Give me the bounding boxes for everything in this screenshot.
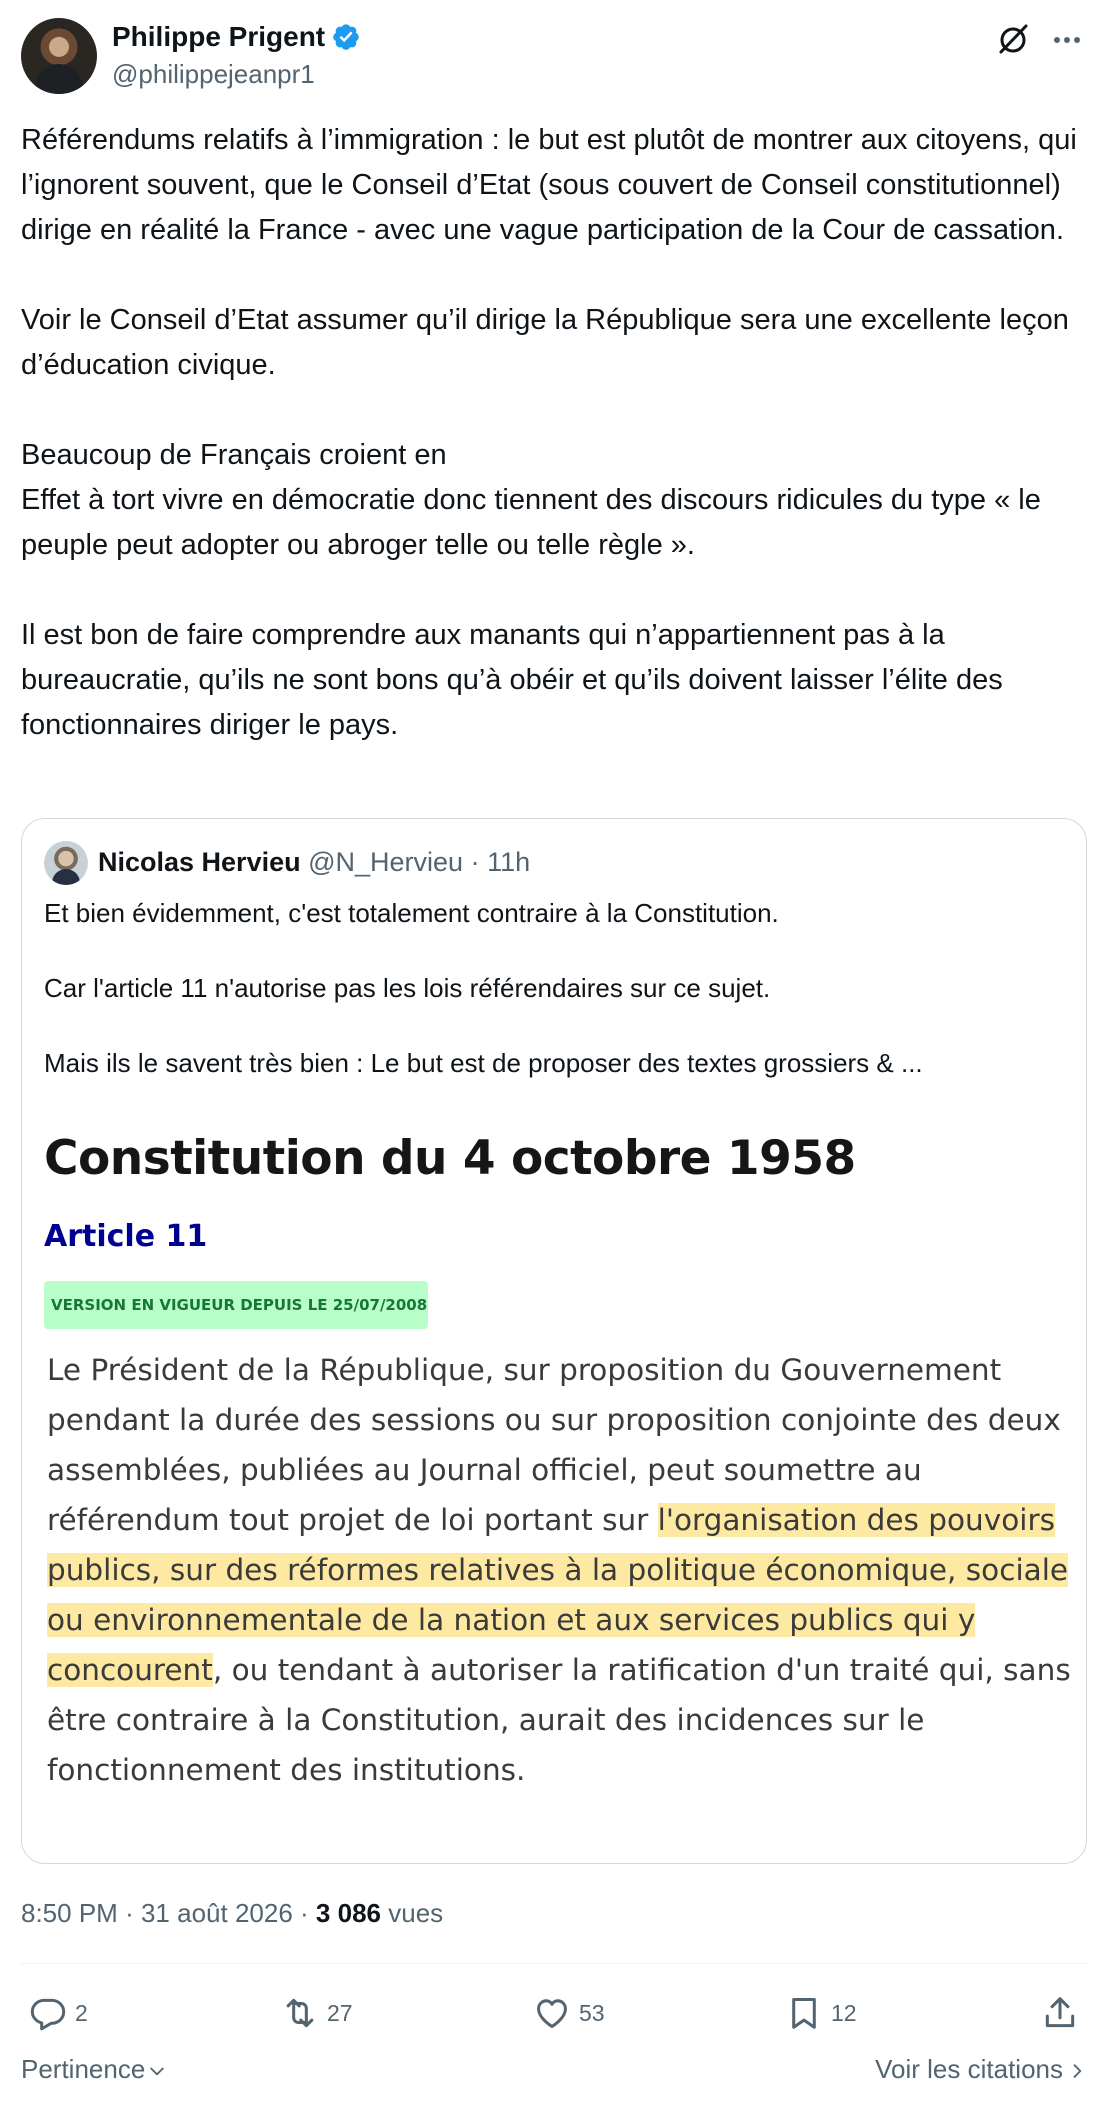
quoted-tweet-header (98, 845, 530, 879)
views-count: 3 086 (315, 1898, 381, 1928)
sort-dropdown[interactable] (21, 2054, 167, 2085)
author-name-text[interactable]: Philippe Prigent (112, 21, 326, 52)
like-button[interactable] (533, 1985, 605, 2041)
bookmark-icon (785, 1994, 823, 2032)
document-body-text: Le Président de la République, sur proposition du Gouvernement pendant la durée des sessions ou sur proposition conjointe des deux assemblées, publiées au Journal officiel, peut soumettre au référendum tout projet de loi portant sur (47, 1353, 1061, 1537)
quoted-author-handle[interactable]: @N_Hervieu (308, 847, 464, 877)
tweet-paragraph: Référendums relatifs à l’immigration : le but est plutôt de montrer aux citoyens, qui l’ignorent souvent, que le Conseil d’Etat (sous couvert de Conseil constitutionnel) dirige en réalité la France - avec une vague participation de la Cour de cassation. (21, 124, 1077, 246)
separator: · (300, 1898, 309, 1928)
share-button[interactable] (1041, 1985, 1087, 2041)
tweet-paragraph: Voir le Conseil d’Etat assumer qu’il dirige la République sera une excellente leçon d’éducation civique. (21, 304, 1069, 381)
reply-button[interactable] (29, 1985, 88, 2041)
bookmark-count: 12 (831, 1999, 857, 2026)
quoted-tweet-text (44, 895, 1064, 1082)
document-highlight: l'organisation des pouvoirs publics, sur des réformes relatives à la politique économique, sociale ou environnementale de la nation et aux services publics qui y concourent (47, 1503, 1069, 1687)
views-label: vues (388, 1898, 444, 1928)
retweet-button[interactable] (281, 1985, 353, 2041)
quoted-tweet[interactable] (21, 818, 1087, 1864)
version-badge: VERSION EN VIGUEUR DEPUIS LE 25/07/2008 (44, 1281, 428, 1329)
retweet-count: 27 (327, 1999, 353, 2026)
quoted-tweet-time[interactable]: 11h (487, 847, 531, 877)
quoted-media-image[interactable] (22, 1109, 1085, 1859)
grok-icon[interactable] (993, 20, 1033, 60)
quoted-paragraph: Et bien évidemment, c'est totalement contraire à la Constitution. (44, 898, 779, 928)
heart-icon (533, 1994, 571, 2032)
tweet-paragraph: Effet à tort vivre en démocratie donc tiennent des discours ridicules du type « le peuple peut adopter ou abroger telle ou telle règle ». (21, 484, 1041, 561)
view-quotes-link[interactable] (875, 2054, 1087, 2085)
chevron-right-icon (1067, 2061, 1087, 2081)
verified-badge-icon (331, 22, 361, 52)
document-title: Constitution du 4 octobre 1958 (44, 1131, 856, 1186)
quoted-author-name[interactable]: Nicolas Hervieu (98, 847, 301, 877)
retweet-icon (281, 1994, 319, 2032)
quoted-author-avatar[interactable] (44, 841, 88, 885)
separator: · (125, 1898, 134, 1928)
author-handle[interactable]: @philippejeanpr1 (112, 59, 315, 89)
tweet-paragraph: Beaucoup de Français croient en (21, 439, 447, 471)
view-quotes-label[interactable]: Voir les citations (875, 2054, 1063, 2084)
divider (21, 1963, 1087, 1964)
tweet-timestamp (21, 1896, 443, 1930)
reply-icon (29, 1994, 67, 2032)
chevron-down-icon (147, 2061, 167, 2081)
author-avatar[interactable] (21, 18, 97, 94)
tweet-header (21, 18, 1087, 94)
quoted-paragraph: Mais ils le savent très bien : Le but est de proposer des textes grossiers & ... (44, 1048, 923, 1078)
action-bar (21, 1985, 1087, 2041)
tweet-text (21, 118, 1087, 748)
document-body-text: , ou tendant à autoriser la ratification d'un traité qui, sans être contraire à la Constitution, aurait des incidences sur le fonctionnement des institutions. (47, 1653, 1071, 1787)
like-count: 53 (579, 1999, 605, 2026)
bookmark-button[interactable] (785, 1985, 857, 2041)
separator: · (470, 847, 480, 877)
more-icon[interactable] (1047, 20, 1087, 60)
share-icon (1041, 1994, 1079, 2032)
reply-count: 2 (75, 1999, 88, 2026)
tweet-date[interactable]: 31 août 2026 (140, 1898, 293, 1928)
tweet-time[interactable]: 8:50 PM (21, 1898, 118, 1928)
quoted-paragraph: Car l'article 11 n'autorise pas les lois référendaires sur ce sujet. (44, 973, 771, 1003)
document-article: Article 11 (44, 1219, 208, 1254)
document-body (47, 1345, 1087, 1795)
author-name[interactable] (112, 20, 361, 54)
tweet-footer (21, 2050, 1087, 2090)
sort-label[interactable]: Pertinence (21, 2054, 146, 2084)
tweet-paragraph: Il est bon de faire comprendre aux manants qui n’appartiennent pas à la bureaucratie, qu’ils ne sont bons qu’à obéir et qu’ils doivent laisser l’élite des fonctionnaires diriger le pays. (21, 619, 1003, 741)
